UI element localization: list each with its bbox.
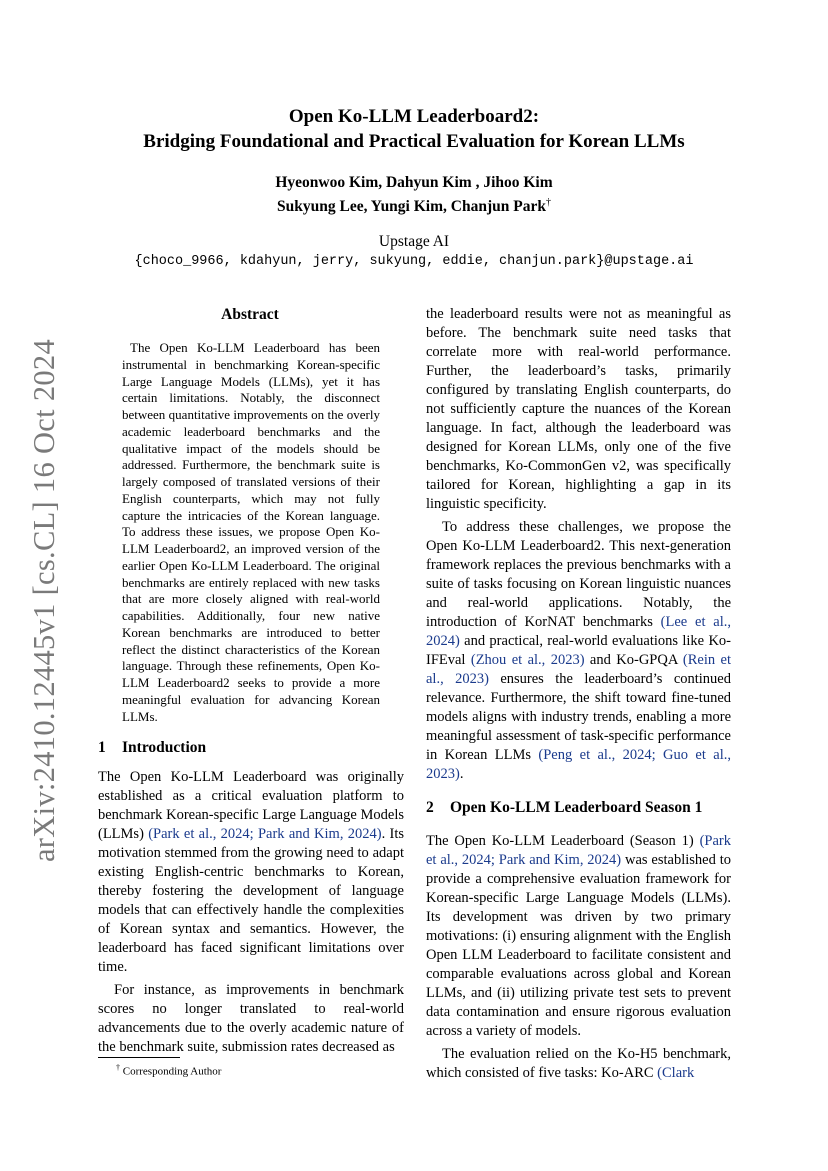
footnote-rule	[98, 1057, 180, 1058]
author-list	[98, 173, 730, 217]
arxiv-identifier	[20, 338, 70, 862]
citation-link[interactable]: (Park et al., 2024; Park and Kim, 2024)	[148, 826, 382, 842]
intro-paragraph-3: To address these challenges, we propose the Open Ko-LLM Leaderboard2. This next-generation framework replaces the previous benchmarks with a suite of tasks focusing on Korean linguistic nuances and real-world applications. Notably, the introduction of KorNAT benchmarks (Lee et al., 2024) and practical, real-world evaluations like Ko-IFEval (Zhou et al., 2023) and Ko-GPQA (Rein et al., 2023) ensures the leaderboard’s continued relevance. Furthermore, the shift toward fine-tuned models aligns with industry trends, enabling a more meaningful assessment of task-specific performance in Korean LLMs (Peng et al., 2024; Guo et al., 2023).	[426, 519, 731, 782]
arxiv-identifier-text: arXiv:2410.12445v1 [cs.CL] 16 Oct 2024	[27, 338, 62, 862]
right-column-body	[426, 305, 731, 784]
author-line2: Sukyung Lee, Yungi Kim, Chanjun Park†	[277, 197, 551, 216]
citation-link[interactable]: (Clark	[657, 1065, 695, 1081]
citation-link[interactable]: (Park et al., 2024; Park and Kim, 2024)	[426, 833, 731, 868]
paper-title-line2: Bridging Foundational and Practical Evaluation for Korean LLMs	[143, 131, 685, 152]
footnote	[116, 1063, 221, 1078]
citation-link[interactable]: (Rein et al., 2023)	[426, 652, 731, 687]
left-column-body	[98, 768, 404, 1057]
section-2-body	[426, 832, 731, 1083]
intro-paragraph-1: The Open Ko-LLM Leaderboard was originally established as a critical evaluation platform to benchmark Korean-specific Large Language Models (LLMs) (Park et al., 2024; Park and Kim, 2024). Its motivation stemmed from the growing need to adapt existing English-centric benchmarks to Korean, thereby fostering the development of language models that can effectively handle the complexities of Korean syntax and semantics. However, the leaderboard has faced significant limitations over time.	[98, 769, 404, 975]
paper-title-line1: Open Ko-LLM Leaderboard2:	[288, 106, 540, 127]
abstract-text: The Open Ko-LLM Leaderboard has been instrumental in benchmarking Korean-specific Large Language Models (LLMs), yet it has certain limitations. Notably, the disconnect between quantitative improvements on the overly academic leaderboard benchmarks and the qualitative impact of the models should be addressed. Furthermore, the benchmark suite is largely composed of translated versions of their English counterparts, which may not fully capture the intricacies of the Korean language. To address these issues, we propose Open Ko-LLM Leaderboard2, an improved version of the earlier Open Ko-LLM Leaderboard. The original benchmarks are entirely replaced with new tasks that are more closely aligned with real-world capabilities. Additionally, four new native Korean benchmarks are introduced to better reflect the distinct characteristics of the Korean language. Through these refinements, Open Ko-LLM Leaderboard2 seeks to provide a more meaningful evaluation for advancing Korean LLMs.	[122, 340, 380, 724]
abstract-heading: Abstract	[221, 306, 279, 323]
season1-paragraph-2: The evaluation relied on the Ko-H5 benchmark, which consisted of five tasks: Ko-ARC (Clark	[426, 1046, 731, 1081]
paper-title	[98, 104, 730, 154]
section-2-title: Open Ko-LLM Leaderboard Season 1	[450, 799, 703, 816]
section-2-number: 2	[426, 799, 434, 816]
author-line1: Hyeonwoo Kim, Dahyun Kim , Jihoo Kim	[275, 174, 553, 191]
footnote-mark: †	[116, 1063, 120, 1072]
citation-link[interactable]: (Zhou et al., 2023)	[470, 652, 585, 668]
author-emails: {choco_9966, kdahyun, jerry, sukyung, eddie, chanjun.park}@upstage.ai	[134, 254, 694, 269]
section-2-heading	[426, 799, 702, 817]
section-1-heading	[98, 739, 206, 757]
season1-paragraph-1: The Open Ko-LLM Leaderboard (Season 1) (Park et al., 2024; Park and Kim, 2024) was established to provide a comprehensive evaluation framework for Korean-specific Large Language Models (LLMs). Its development was driven by two primary motivations: (i) ensuring alignment with the English Open LLM Leaderboard to facilitate consistent and comparable evaluations across global and Korean LLMs, and (ii) utilizing private test sets to prevent data contamination and ensure rigorous evaluation across a variety of models.	[426, 833, 731, 1039]
section-1-number: 1	[98, 739, 106, 756]
dagger-mark: †	[545, 197, 551, 208]
citation-link[interactable]: (Lee et al., 2024)	[426, 614, 731, 649]
footnote-text: Corresponding Author	[120, 1065, 222, 1078]
section-1-title: Introduction	[122, 739, 207, 756]
intro-paragraph-2: For instance, as improvements in benchmark scores no longer translated to real-world advancements due to the overly academic nature of the benchmark suite, submission rates decreased as	[98, 982, 404, 1055]
intro-paragraph-2-continued: the leaderboard results were not as meaningful as before. The benchmark suite need tasks that correlate more with real-world performance. Further, the leaderboard’s tasks, primarily configured by translating English counterparts, do not sufficiently capture the nuances of the Korean language. In fact, although the leaderboard was designed for Korean LLMs, only one of the five benchmarks, Ko-CommonGen v2, was specifically tailored for Korean, highlighting a gap in its linguistic specificity.	[426, 306, 731, 512]
citation-link[interactable]: (Peng et al., 2024; Guo et al., 2023)	[426, 747, 731, 782]
affiliation: Upstage AI	[378, 233, 450, 250]
